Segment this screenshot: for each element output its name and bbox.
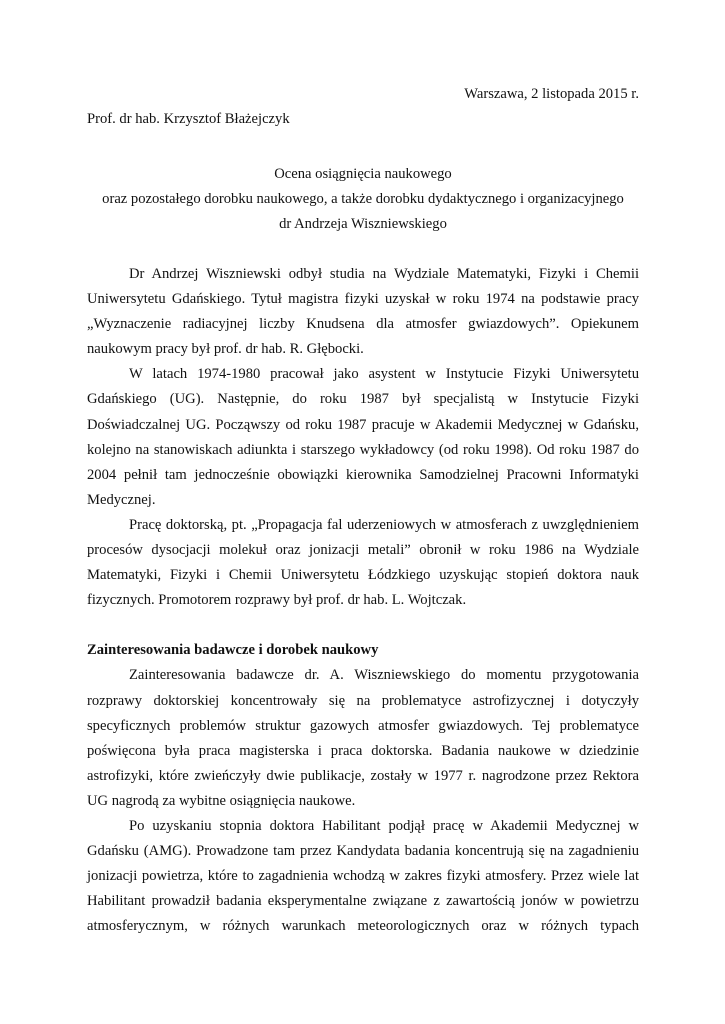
text-line: Doświadczalnej UG. Począwszy od roku 1987 pracuje w Akademii Medycznej w Gdańsku, [87, 416, 639, 433]
text-line: W latach 1974-1980 pracował jako asystent w Instytucie Fizyki Uniwersytetu [129, 366, 639, 383]
text-line: Gdańsku (AMG). Prowadzone tam przez Kandydata badania koncentrują się na zagadnieniu [87, 843, 639, 860]
text-line: UG nagrodą za wybitne osiągnięcia naukowe. [87, 792, 356, 809]
text-line: Dr Andrzej Wiszniewski odbył studia na Wydziale Matematyki, Fizyki i Chemii [129, 266, 639, 282]
date-line: Warszawa, 2 listopada 2015 r. [464, 86, 639, 102]
document-title [87, 162, 639, 237]
section-heading: Zainteresowania badawcze i dorobek naukowy [87, 642, 379, 659]
document-body [87, 262, 639, 939]
paragraph [87, 262, 639, 362]
text-line: kolejno na stanowiskach adiunkta i starszego wykładowcy (od roku 1998). Od roku 1987 do [87, 441, 639, 458]
text-line: poświęcona była praca magisterska i praca doktorska. Badania naukowe w dziedzinie [87, 742, 639, 759]
text-line: atmosferycznym, w różnych warunkach meteorologicznych oraz w różnych typach [87, 918, 639, 935]
paragraph [87, 814, 639, 939]
text-line: astrofizyki, które zwieńczyły dwie publikacje, zostały w 1977 r. nagrodzone przez Rektora [87, 767, 639, 784]
document-page [87, 0, 639, 1024]
text-line: Gdańskiego (UG). Następnie, do roku 1987 był specjalistą w Instytucie Fizyki [87, 391, 639, 408]
text-line: Medycznej. [87, 491, 156, 508]
text-line: rozprawy doktorskiej koncentrowały się na problematyce astrofizycznej i dotyczyły [87, 692, 639, 709]
paragraph [87, 513, 639, 613]
text-line: „Wyznaczenie radiacyjnej liczby Knudsena dla atmosfer gwiazdowych”. Opiekunem [87, 316, 639, 333]
text-line: naukowym pracy był prof. dr hab. R. Głębocki. [87, 341, 364, 358]
text-line: Uniwersytetu Gdańskiego. Tytuł magistra fizyki uzyskał w roku 1974 na podstawie pracy [87, 291, 639, 308]
title-line-3: dr Andrzeja Wiszniewskiego [279, 216, 447, 232]
text-line: Zainteresowania badawcze dr. A. Wiszniewskiego do momentu przygotowania [129, 667, 639, 684]
text-line: Po uzyskaniu stopnia doktora Habilitant podjął pracę w Akademii Medycznej w [129, 817, 639, 834]
text-line: Pracę doktorską, pt. „Propagacja fal uderzeniowych w atmosferach z uwzględnieniem [129, 516, 639, 533]
title-line-2: oraz pozostałego dorobku naukowego, a także dorobku dydaktycznego i organizacyjnego [102, 191, 624, 207]
author-name: Prof. dr hab. Krzysztof Błażejczyk [87, 111, 290, 127]
text-line: procesów dysocjacji molekuł oraz jonizacji metali” obronił w roku 1986 na Wydziale [87, 542, 639, 559]
title-line-1: Ocena osiągnięcia naukowego [274, 166, 452, 182]
text-line: jonizacji powietrza, które to zagadnienia wchodzą w zakres fizyki atmosfery. Przez wiele lat [87, 868, 639, 885]
text-line: fizycznych. Promotorem rozprawy był prof. dr hab. L. Wojtczak. [87, 592, 467, 609]
paragraph [87, 362, 639, 513]
text-line: 2004 pełnił tam jednocześnie obowiązki kierownika Samodzielnej Pracowni Informatyki [87, 466, 639, 483]
text-line: specyficznych problemów struktur gazowych atmosfer gwiazdowych. Tej problematyce [87, 717, 639, 734]
text-line: Matematyki, Fizyki i Chemii Uniwersytetu Łódzkiego uzyskując stopień doktora nauk [87, 567, 639, 584]
text-line: Habilitant prowadził badania eksperymentalne związane z zawartością jonów w powietrzu [87, 893, 639, 910]
paragraph [87, 663, 639, 814]
